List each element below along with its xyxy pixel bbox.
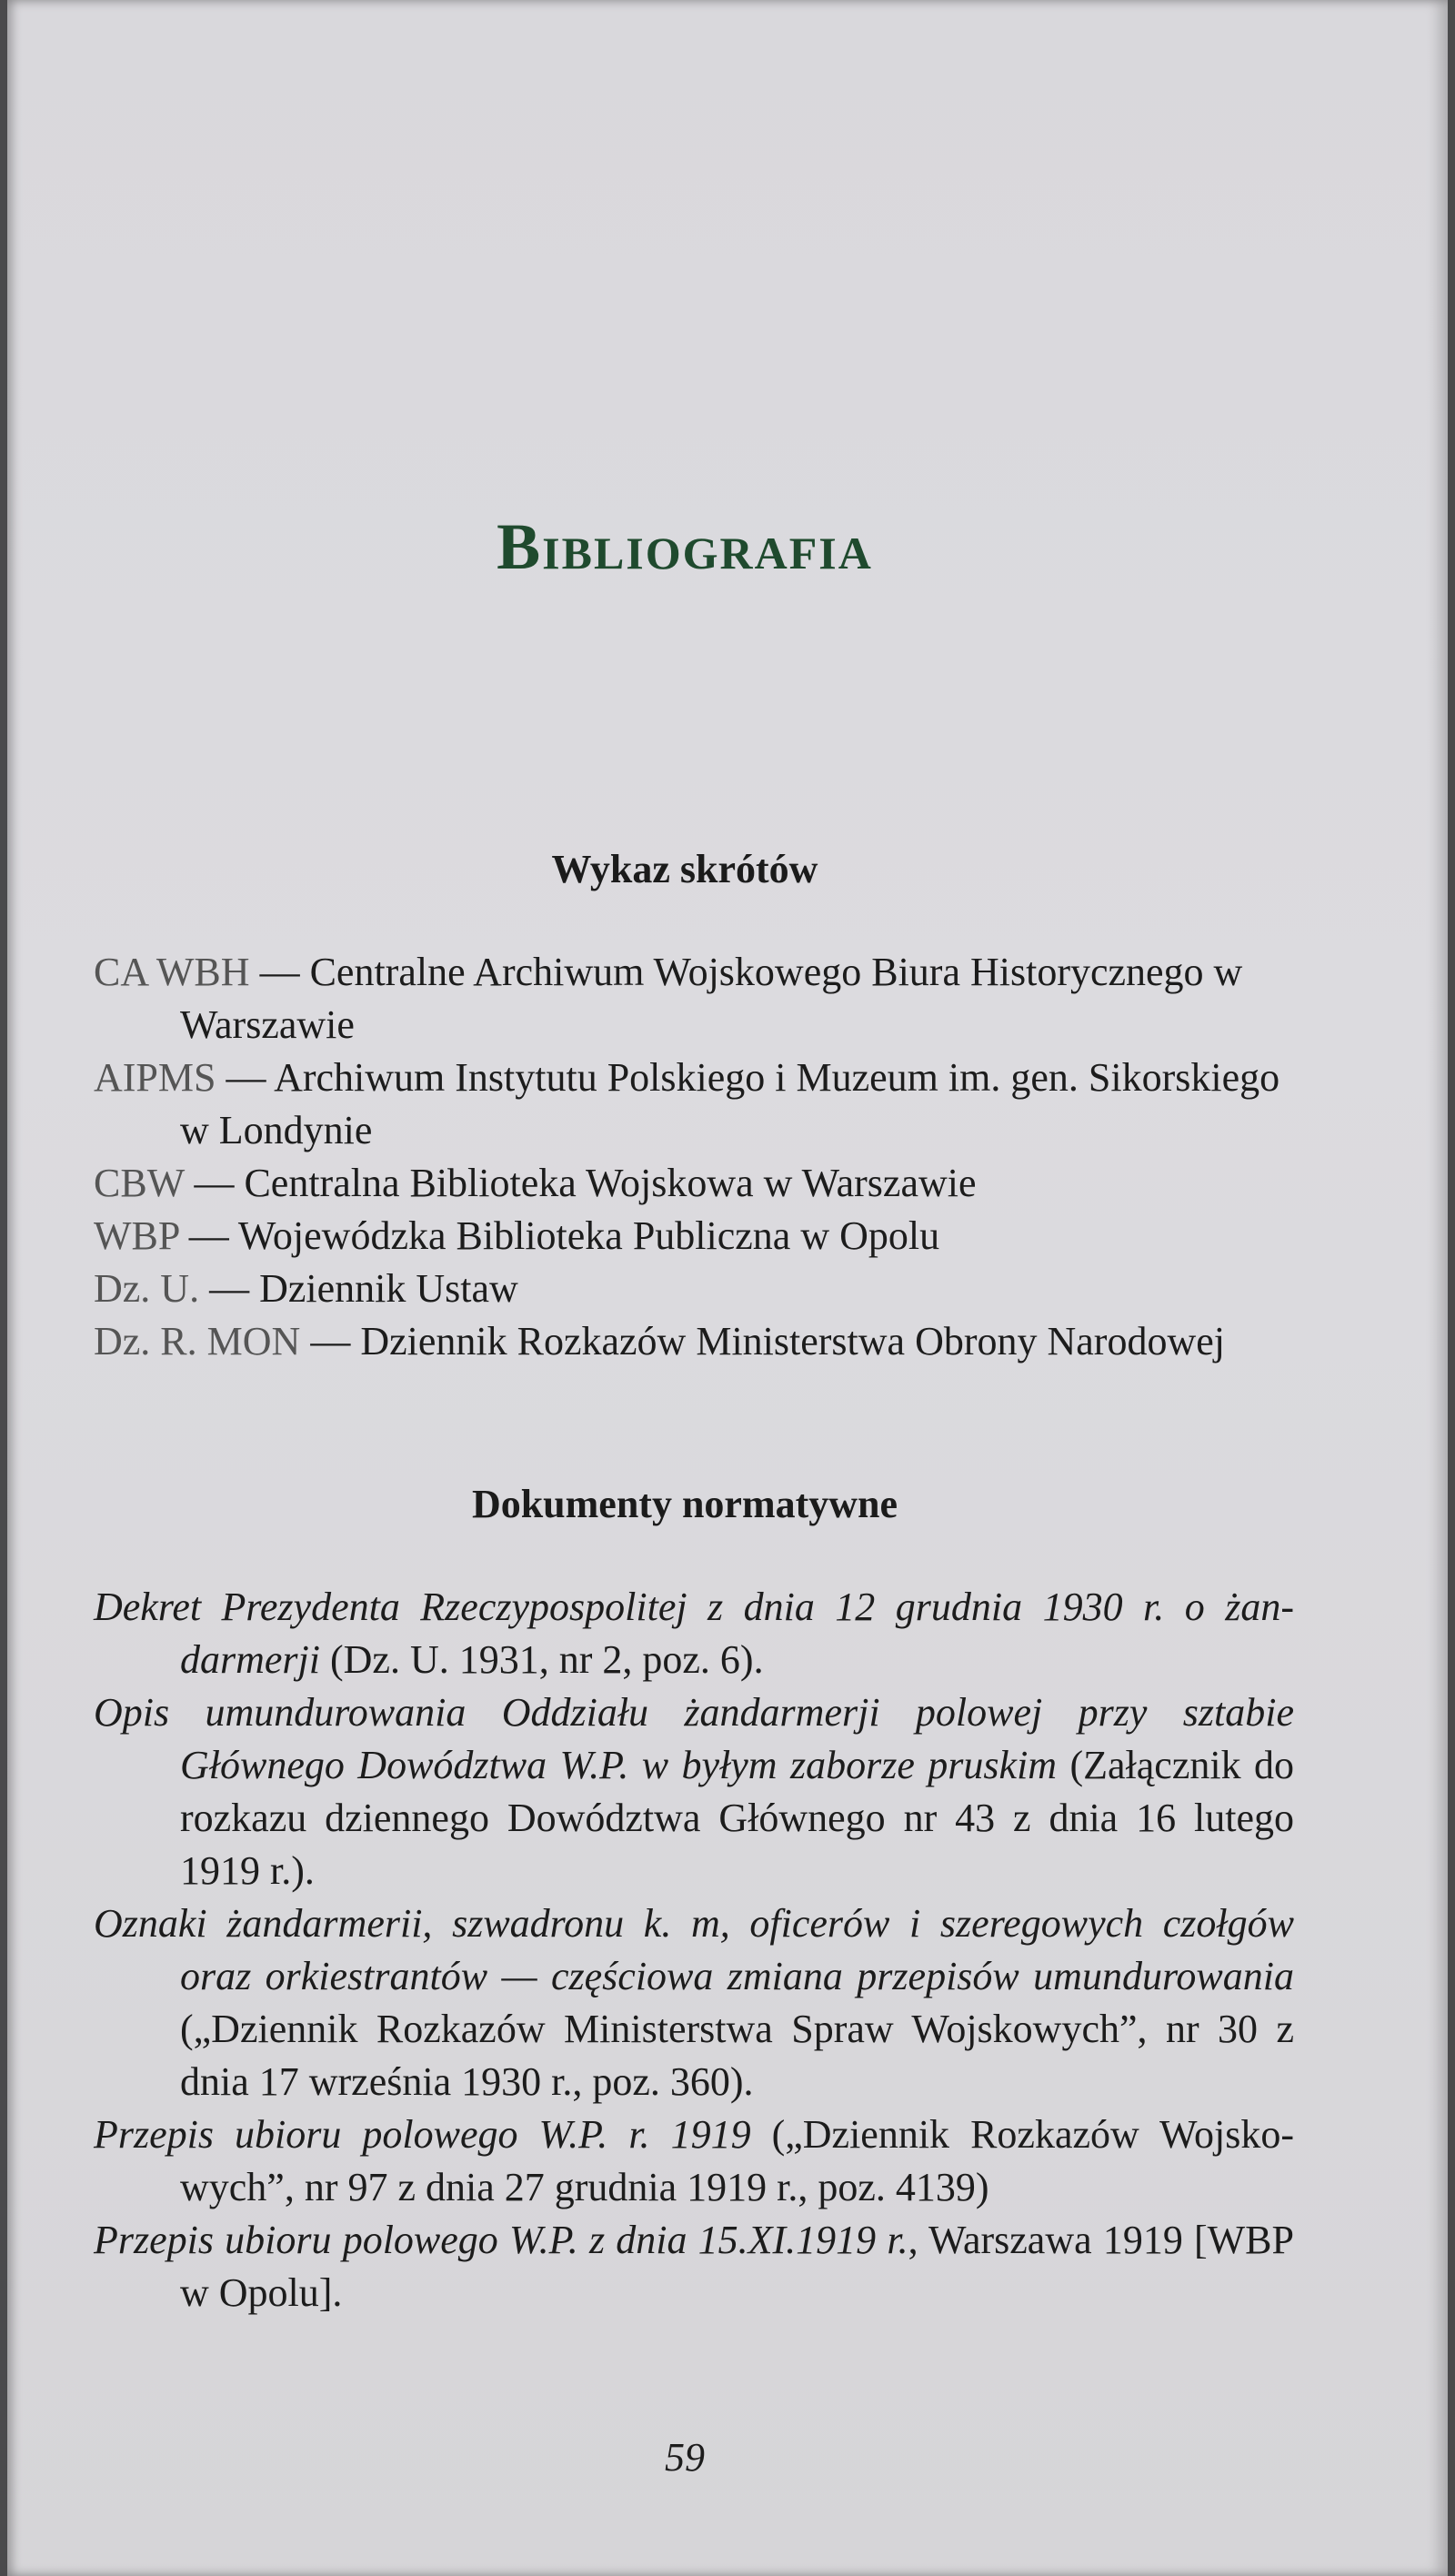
document-details: („Dziennik Rozkazów Wojskowych”, nr 97 z dnia 27 grudnia 1919 r., poz. 4139) [180, 2112, 1295, 2209]
document-title: Opis umundurowania Oddziału żandarmerji polowej przy sztabie Głównego Dowództwa W.P. w byłym zaborze pruskim [94, 1690, 1294, 1787]
abbreviation-key: CA WBH [94, 950, 250, 994]
abbreviation-expansion: — Centralne Archiwum Wojskowego Biura Historycznego w Warszawie [180, 950, 1243, 1047]
document-details: („Dziennik Rozkazów Ministerstwa Spraw Wojskowych”, nr 30 z dnia 17 września 1930 r., poz. 360). [180, 2007, 1294, 2104]
abbreviation-expansion: — Dziennik Ustaw [199, 1266, 518, 1311]
document-title: Oznaki żandarmerii, szwadronu k. m, oficerów i szeregowych czołgów oraz orkiestrantów — częściowa zmiana przepisów umundurowania [94, 1901, 1294, 1998]
abbreviation-key: WBP [94, 1213, 179, 1258]
document-title: Przepis ubioru polowego W.P. z dnia 15.XI.1919 r. [94, 2218, 908, 2262]
document-entry [94, 1581, 1294, 1686]
page-number: 59 [665, 2435, 705, 2480]
document-entry [94, 2108, 1294, 2214]
documents-heading: Dokumenty normatywne [471, 1482, 898, 1526]
document-entry [94, 1897, 1294, 2108]
abbreviation-key: AIPMS [94, 1055, 216, 1100]
abbreviation-expansion: — Wojewódzka Biblioteka Publiczna w Opolu [178, 1213, 940, 1258]
abbreviation-key: Dz. U. [94, 1266, 200, 1311]
document-details: (Dz. U. 1931, nr 2, poz. 6). [320, 1637, 764, 1682]
abbreviation-item [94, 1315, 1285, 1368]
abbreviation-item [94, 1157, 1285, 1210]
abbreviation-key: Dz. R. MON [94, 1319, 301, 1363]
abbreviation-item [94, 1052, 1285, 1157]
abbreviation-expansion: — Archiwum Instytutu Polskiego i Muzeum im. gen. Sikorskiego w Londynie [180, 1055, 1280, 1152]
abbreviation-expansion: — Dziennik Rozkazów Ministerstwa Obrony Narodowej [300, 1319, 1225, 1363]
abbreviation-item [94, 1210, 1285, 1263]
document-title: Dekret Prezydenta Rzeczypospolitej z dnia 12 grudnia 1930 r. o żandarmerji [94, 1585, 1294, 1682]
page-title: Bibliografia [497, 510, 873, 583]
document-title: Przepis ubioru polowego W.P. r. 1919 [94, 2112, 751, 2157]
abbreviations-list [94, 946, 1285, 1368]
abbreviations-heading: Wykaz skrótów [551, 847, 818, 891]
document-entry [94, 2214, 1294, 2319]
book-page [7, 0, 1448, 2576]
abbreviation-key: CBW [94, 1161, 185, 1205]
document-details: (Załącznik do rozkazu dziennego Dowództwa Głównego nr 43 z dnia 16 lutego 1919 r.). [180, 1743, 1294, 1893]
document-details: , Warszawa 1919 [WBP w Opolu]. [180, 2218, 1294, 2315]
document-entry [94, 1686, 1294, 1897]
documents-list [94, 1581, 1294, 2319]
abbreviation-expansion: — Centralna Biblioteka Wojskowa w Warszawie [184, 1161, 977, 1205]
abbreviation-item [94, 946, 1285, 1052]
abbreviation-item [94, 1263, 1285, 1315]
